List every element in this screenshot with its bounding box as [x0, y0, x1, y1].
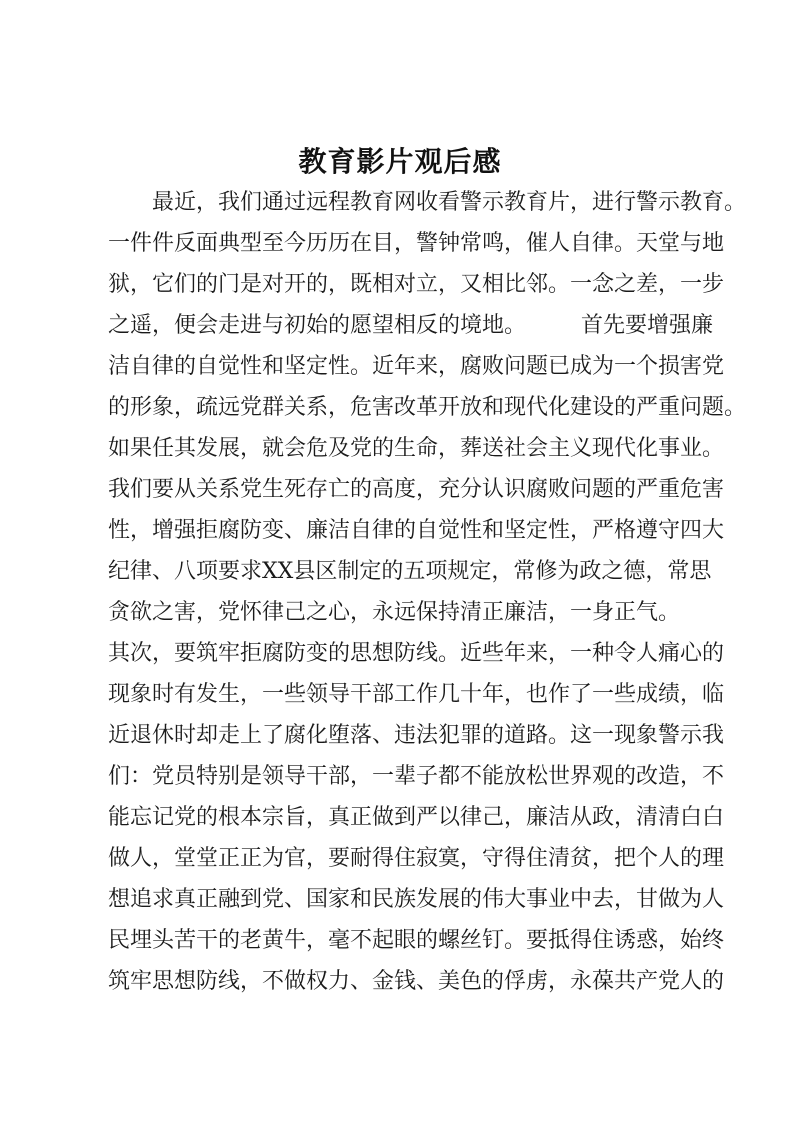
body-line: 们：党员特别是领导干部，一辈子都不能放松世界观的改造，不 — [108, 764, 725, 789]
body-line: 能忘记党的根本宗旨，真正做到严以律己，廉洁从政，清清白白 — [108, 805, 725, 830]
body-line: 一件件反面典型至今历历在目，警钟常鸣，催人自律。天堂与地 — [108, 231, 725, 256]
body-line: 想追求真正融到党、国家和民族发展的伟大事业中去，甘做为人 — [108, 887, 725, 912]
body-line: 洁自律的自觉性和坚定性。近年来，腐败问题已成为一个损害党 — [108, 354, 725, 379]
document-title: 教育影片观后感 — [298, 145, 502, 178]
body-line: 筑牢思想防线，不做权力、金钱、美色的俘虏，永葆共产党人的 — [108, 969, 725, 994]
body-line: 之遥，便会走进与初始的愿望相反的境地。 首先要增强廉 — [108, 313, 714, 338]
body-line: 狱，它们的门是对开的，既相对立，又相比邻。一念之差，一步 — [108, 272, 725, 297]
body-line: 民埋头苦干的老黄牛，毫不起眼的螺丝钉。要抵得住诱惑，始终 — [108, 928, 725, 953]
body-line: 其次，要筑牢拒腐防变的思想防线。近些年来，一种令人痛心的 — [108, 641, 725, 666]
body-line: 近退休时却走上了腐化堕落、违法犯罪的道路。这一现象警示我 — [108, 723, 725, 748]
body-line: 现象时有发生，一些领导干部工作几十年，也作了一些成绩，临 — [108, 682, 725, 707]
body-line: 性，增强拒腐防变、廉洁自律的自觉性和坚定性，严格遵守四大 — [108, 518, 725, 543]
body-line: 最近，我们通过远程教育网收看警示教育片，进行警示教育。 — [152, 190, 747, 215]
body-line: 纪律、八项要求XX县区制定的五项规定，常修为政之德，常思 — [108, 559, 712, 584]
body-line: 贪欲之害，党怀律己之心，永远保持清正廉洁，一身正气。 — [108, 600, 681, 625]
body-line: 如果任其发展，就会危及党的生命，葬送社会主义现代化事业。 — [108, 436, 725, 461]
body-line: 我们要从关系党生死存亡的高度，充分认识腐败问题的严重危害 — [108, 477, 725, 502]
body-line: 的形象，疏远党群关系，危害改革开放和现代化建设的严重问题。 — [108, 395, 747, 420]
body-line: 做人，堂堂正正为官，要耐得住寂寞，守得住清贫，把个人的理 — [108, 846, 725, 871]
